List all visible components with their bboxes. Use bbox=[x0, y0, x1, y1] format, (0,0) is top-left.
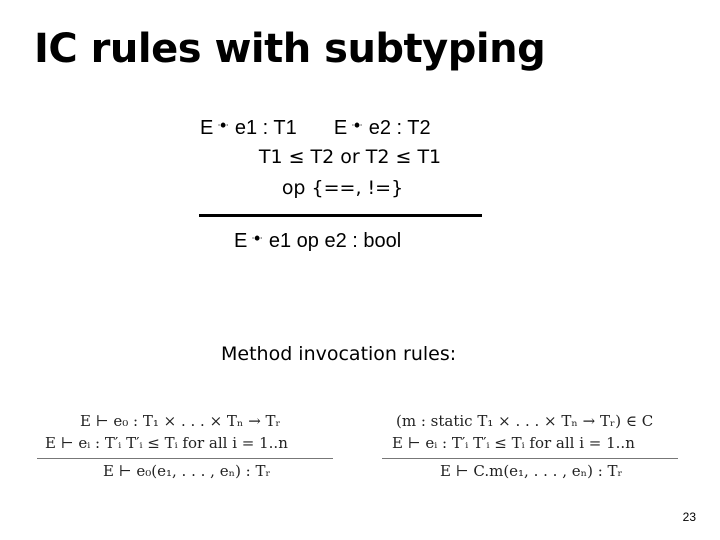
method-rule-left-premise1: E ⊢ e₀ : T₁ × . . . × Tₙ → Tᵣ bbox=[80, 412, 281, 430]
conclusion-judgement: e1 op e2 : bool bbox=[268, 230, 402, 252]
premise2-env: E bbox=[333, 117, 348, 139]
rule1-inference-bar bbox=[199, 214, 482, 217]
method-invocation-heading: Method invocation rules: bbox=[221, 343, 457, 365]
method-rule-left-bar bbox=[37, 458, 333, 459]
method-rule-right-premise1: (m : static T₁ × . . . × Tₙ → Tᵣ) ∈ C bbox=[396, 412, 654, 430]
turnstile-icon: ꔹ bbox=[351, 118, 363, 134]
rule1-condition: T1 ≤ T2 or T2 ≤ T1 bbox=[258, 146, 442, 168]
rule1-conclusion bbox=[234, 230, 401, 253]
rule1-premises-line bbox=[200, 117, 490, 140]
page-number: 23 bbox=[682, 510, 696, 524]
premise1-judgement: e1 : T1 bbox=[234, 117, 297, 139]
turnstile-icon: ꔹ bbox=[217, 118, 229, 134]
rule1-op-constraint: op {==, !=} bbox=[281, 177, 404, 199]
method-rule-left-conclusion: E ⊢ e₀(e₁, . . . , eₙ) : Tᵣ bbox=[103, 462, 271, 480]
page-title: IC rules with subtyping bbox=[34, 26, 546, 72]
conclusion-env: E bbox=[234, 230, 248, 252]
method-rule-right-bar bbox=[382, 458, 678, 459]
premise1-env: E bbox=[200, 117, 214, 139]
method-rule-right-premise2: E ⊢ eᵢ : T′ᵢ T′ᵢ ≤ Tᵢ for all i = 1..n bbox=[392, 434, 635, 452]
turnstile-icon: ꔹ bbox=[251, 231, 263, 247]
premise2-judgement: e2 : T2 bbox=[368, 117, 431, 139]
method-rule-left-premise2: E ⊢ eᵢ : T′ᵢ T′ᵢ ≤ Tᵢ for all i = 1..n bbox=[45, 434, 288, 452]
method-rule-right-conclusion: E ⊢ C.m(e₁, . . . , eₙ) : Tᵣ bbox=[440, 462, 623, 480]
